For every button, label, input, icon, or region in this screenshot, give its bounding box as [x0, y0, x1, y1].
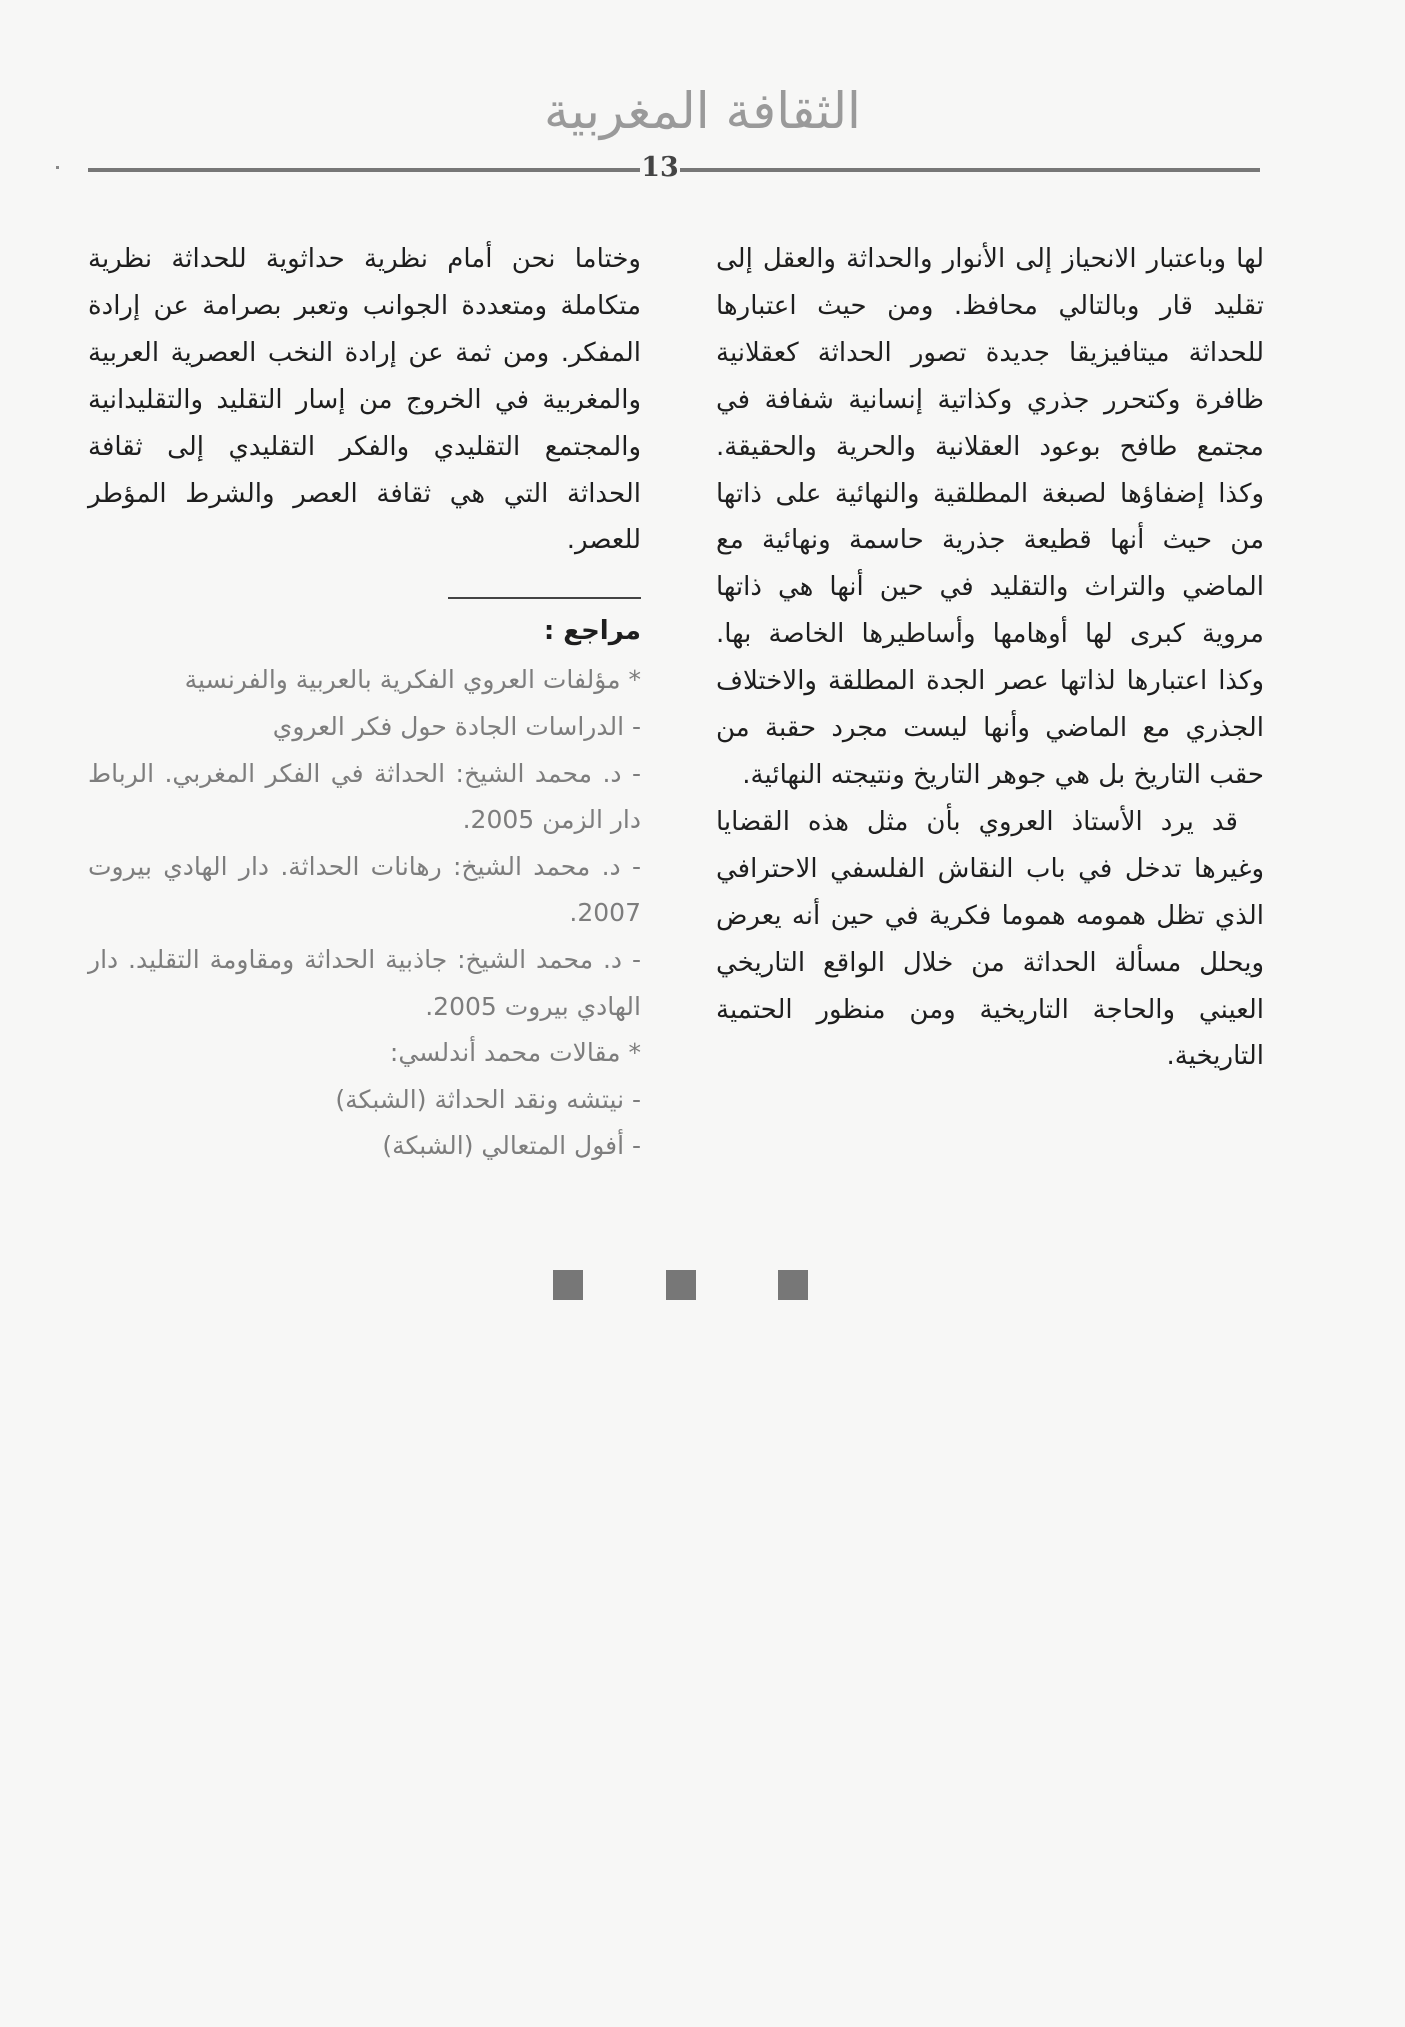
end-ornament [553, 1270, 808, 1300]
ornament-square [666, 1270, 696, 1300]
body-paragraph: لها وباعتبار الانحياز إلى الأنوار والحداثة والعقل إلى تقليد قار وبالتالي محافظ. ومن حيث اعتبارها للحداثة ميتافيزيقا جديدة تصور الحداثة كعقلانية ظافرة وكتحرر جذري وكذاتية إنسانية شفافة في مجتمع طافح بوعود العقلانية والحرية والحقيقة. وكذا إضفاؤها لصبغة المطلقية والنهائية على ذاتها من حيث أنها قطيعة جذرية حاسمة ونهائية مع الماضي والتراث والتقليد في حين أنها هي ذاتها مروية كبرى لها أوهامها وأساطيرها الخاصة بها. وكذا اعتبارها لذاتها عصر الجدة المطلقة والاختلاف الجذري مع الماضي وأنها ليست مجرد حقبة من حقب التاريخ بل هي جوهر التاريخ ونتيجته النهائية. [716, 244, 1264, 790]
header-rule-right [680, 168, 1260, 172]
conclusion-paragraph: وختاما نحن أمام نظرية حداثوية للحداثة نظرية متكاملة ومتعددة الجوانب وتعبر بصرامة عن إرادة المفكر. ومن ثمة عن إرادة النخب العصرية العربية والمغربية في الخروج من إسار التقليد والتقليدانية والمجتمع التقليدي والفكر التقليدي إلى ثقافة الحداثة التي هي ثقافة العصر والشرط المؤطر للعصر. [88, 244, 641, 556]
header-rule-left [88, 168, 640, 172]
references-list [88, 657, 641, 1170]
body-paragraph: قد يرد الأستاذ العروي بأن مثل هذه القضايا وغيرها تدخل في باب النقاش الفلسفي الاحترافي الذي تظل همومه هموما فكرية في حين أنه يعرض ويحلل مسألة الحداثة من خلال الواقع التاريخي العيني والحاجة التاريخية ومن منظور الحتمية التاريخية. [716, 806, 1264, 1072]
references-divider [448, 597, 641, 599]
page-number: 13 [641, 152, 679, 183]
reference-item: - نيتشه ونقد الحداثة (الشبكة) [335, 1084, 641, 1114]
reference-item: * مؤلفات العروي الفكرية بالعربية والفرنسية [184, 665, 641, 695]
right-column [716, 236, 1264, 1080]
scan-speck [56, 166, 59, 169]
reference-item: * مقالات محمد أندلسي: [389, 1038, 641, 1068]
left-column [88, 236, 641, 1170]
reference-item: - د. محمد الشيخ: الحداثة في الفكر المغربي. الرباط دار الزمن 2005. [88, 758, 641, 835]
magazine-title: الثقافة المغربية [544, 82, 861, 140]
ornament-square [778, 1270, 808, 1300]
ornament-square [553, 1270, 583, 1300]
reference-item: - د. محمد الشيخ: جاذبية الحداثة ومقاومة التقليد. دار الهادي بيروت 2005. [88, 944, 641, 1021]
reference-item: - الدراسات الجادة حول فكر العروي [272, 711, 641, 741]
reference-item: - أفول المتعالي (الشبكة) [382, 1131, 641, 1161]
references-title: مراجع : [543, 616, 641, 647]
reference-item: - د. محمد الشيخ: رهانات الحداثة. دار الهادي بيروت 2007. [88, 851, 641, 928]
